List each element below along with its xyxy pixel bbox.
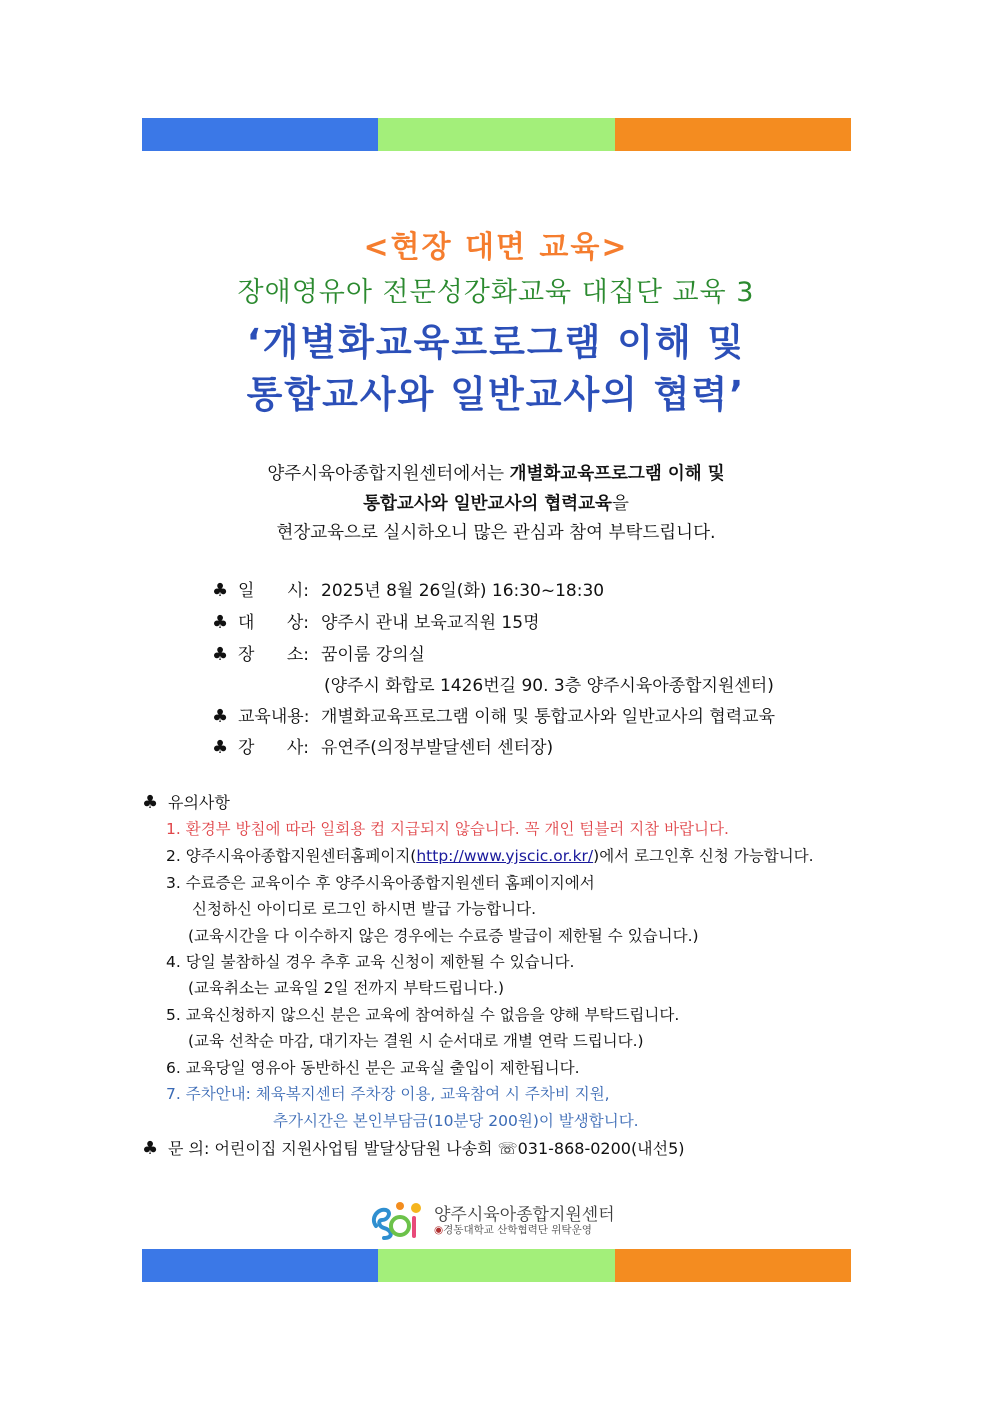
bar-segment-orange (615, 1249, 851, 1282)
contact-line (142, 1136, 685, 1159)
intro-line3: 현장교육으로 실시하오니 많은 관심과 참여 부탁드립니다. (276, 523, 716, 543)
top-color-bar (142, 118, 851, 151)
intro-line1-bold: 개별화교육프로그램 이해 및 (509, 464, 725, 484)
main-title-line1: ‘개별화교육프로그램 이해 및 (246, 321, 746, 364)
info-value: (양주시 화합로 1426번길 90. 3층 양주시육아종합지원센터) (324, 676, 774, 696)
bar-segment-orange (615, 118, 851, 151)
bar-segment-blue (142, 1249, 378, 1282)
notice-item-2 (166, 844, 814, 866)
notice-item-5b: (교육 선착순 마감, 대기자는 결원 시 순서대로 개별 연락 드립니다.) (188, 1032, 644, 1050)
notice-heading (142, 790, 230, 813)
contact-text: 문 의: 어린이집 지원사업팀 발달상담원 나송희 (168, 1139, 498, 1158)
club-bullet-icon: ♣ (142, 1138, 159, 1159)
center-logo (370, 1196, 630, 1242)
notice-item-6: 6. 교육당일 영유아 동반하신 분은 교육실 출입이 제한됩니다. (166, 1059, 580, 1077)
bar-segment-green (378, 1249, 614, 1282)
notice-item-5a: 5. 교육신청하지 않으신 분은 교육에 참여하실 수 없음을 양해 부탁드립니다. (166, 1006, 680, 1024)
info-value: 양주시 관내 보육교직원 15명 (321, 613, 540, 633)
club-bullet-icon: ♣ (212, 612, 229, 633)
intro-line2-bold: 통합교사와 일반교사의 협력교육 (363, 494, 612, 514)
club-bullet-icon: ♣ (212, 580, 229, 601)
intro-line2-suffix: 을 (611, 494, 629, 514)
logo-name: 양주시육아종합지원센터 (434, 1205, 615, 1225)
info-row-address (324, 671, 774, 696)
notice-item-2-suffix: )에서 로그인후 신청 가능합니다. (593, 847, 814, 865)
info-value: 2025년 8월 26일(화) 16:30~18:30 (321, 581, 605, 601)
notice-item-4a: 4. 당일 불참하실 경우 추후 교육 신청이 제한될 수 있습니다. (166, 953, 575, 971)
bar-segment-green (378, 118, 614, 151)
main-title-line2: 통합교사와 일반교사의 협력’ (246, 373, 746, 416)
info-value: 꿈이룸 강의실 (321, 645, 425, 665)
phone-icon: ☏ (497, 1139, 518, 1158)
info-label: 장 소: (238, 645, 309, 665)
info-row-datetime (212, 576, 604, 601)
contact-phone: 031-868-0200(내선5) (517, 1139, 685, 1158)
info-row-target (212, 608, 540, 633)
bottom-color-bar (142, 1249, 851, 1282)
info-value: 유연주(의정부발달센터 센터장) (321, 738, 554, 758)
program-subtitle: 장애영유아 전문성강화교육 대집단 교육 3 (237, 277, 755, 308)
club-bullet-icon: ♣ (142, 792, 159, 813)
notice-item-3c: (교육시간을 다 이수하지 않은 경우에는 수료증 발급이 제한될 수 있습니다.) (188, 927, 699, 945)
notice-heading-text: 유의사항 (168, 793, 230, 812)
info-row-place (212, 640, 425, 665)
event-type-tag: <현장 대면 교육> (363, 230, 629, 265)
logo-sub-label: 경동대학교 산학협력단 위탁운영 (443, 1224, 592, 1236)
info-label: 교육내용: (238, 707, 310, 727)
bar-segment-blue (142, 118, 378, 151)
club-bullet-icon: ♣ (212, 706, 229, 727)
notice-item-3b: 신청하신 아이디로 로그인 하시면 발급 가능합니다. (192, 900, 536, 918)
homepage-link[interactable]: http://www.yjscic.or.kr/ (416, 847, 594, 865)
notice-item-2-prefix: 2. 양주시육아종합지원센터홈페이지( (166, 847, 417, 865)
notice-item-1: 1. 환경부 방침에 따라 일회용 컵 지급되지 않습니다. 꼭 개인 텀블러 지참 바랍니다. (166, 820, 729, 838)
notice-item-7a: 7. 주차안내: 체육복지센터 주차장 이용, 교육참여 시 주차비 지원, (166, 1085, 610, 1103)
intro-line1 (0, 460, 992, 485)
club-bullet-icon: ♣ (212, 644, 229, 665)
logo-subtext (434, 1222, 592, 1237)
info-label: 대 상: (238, 613, 309, 633)
intro-line2 (0, 490, 992, 515)
info-value: 개별화교육프로그램 이해 및 통합교사와 일반교사의 협력교육 (321, 707, 775, 727)
club-bullet-icon: ♣ (212, 737, 229, 758)
info-row-lecturer (212, 733, 553, 758)
info-row-content (212, 702, 775, 727)
university-emblem-icon: ◉ (434, 1224, 444, 1236)
notice-item-3a: 3. 수료증은 교육이수 후 양주시육아종합지원센터 홈페이지에서 (166, 874, 595, 892)
info-label: 일 시: (238, 581, 309, 601)
intro-line1-prefix: 양주시육아종합지원센터에서는 (267, 464, 510, 484)
info-label: 강 사: (238, 738, 309, 758)
notice-item-4b: (교육취소는 교육일 2일 전까지 부탁드립니다.) (188, 979, 505, 997)
logo-mark-icon (370, 1196, 432, 1242)
notice-item-7b: 추가시간은 본인부담금(10분당 200원)이 발생합니다. (273, 1112, 639, 1130)
